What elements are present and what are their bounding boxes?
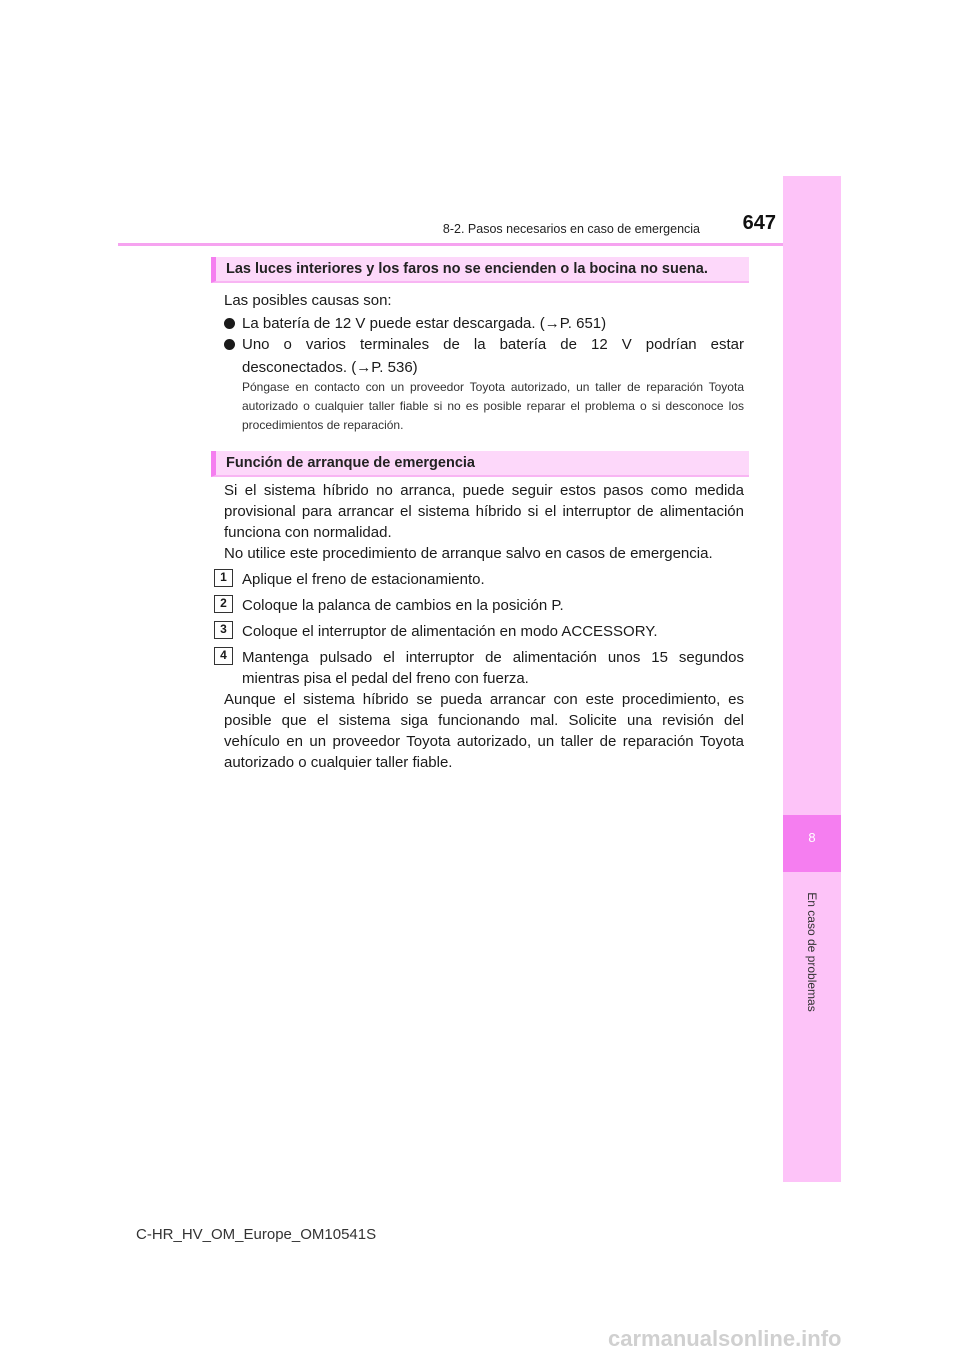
header-section-title: 8-2. Pasos necesarios en caso de emergencia [442,222,700,236]
step-number-badge: 4 [214,647,233,665]
side-tab-bar [783,176,841,1182]
emergency-warning: No utilice este procedimiento de arranque salvo en casos de emergencia. [224,545,713,562]
step-item [214,569,744,590]
page-number: 647 [742,212,776,234]
document-code: C-HR_HV_OM_Europe_OM10541S [136,1226,377,1243]
step-item [214,621,744,642]
step-number-badge: 3 [214,621,233,639]
bullet-icon [224,339,235,350]
closing-paragraph: Aunque el sistema híbrido se pueda arrancar con este procedimiento, es posible que el sistema siga funcionando mal. Solicite una revisión del vehículo en un proveedor Toyota autorizado, un taller de reparación Toyota autorizado o cualquier taller fiable. [224,691,744,771]
list-item [224,312,744,335]
section-heading-lights [211,257,749,283]
list-item [224,333,744,379]
chapter-title: En caso de problemas [805,892,819,1012]
step-text: Coloque el interruptor de alimentación en modo ACCESSORY. [242,623,658,640]
header-divider [118,243,841,246]
bullet-icon [224,318,235,329]
step-text: Mantenga pulsado el interruptor de alimentación unos 15 segundos mientras pisa el pedal del freno con fuerza. [242,649,744,687]
list-item-text: La batería de 12 V puede estar descargada. (→P. 651) [242,315,607,332]
step-text: Aplique el freno de estacionamiento. [242,571,485,588]
repair-note: Póngase en contacto con un proveedor Toyota autorizado, un taller de reparación Toyota autorizado o cualquier taller fiable si no es posible reparar el problema o si desconoce los procedimientos de reparación. [242,380,744,432]
emergency-start-intro: Si el sistema híbrido no arranca, puede seguir estos pasos como medida provisional para arrancar el sistema híbrido si el interruptor de alimentación funciona con normalidad. [224,482,744,541]
section-heading-emergency-start-text: Función de arranque de emergencia [226,455,475,471]
watermark: carmanualsonline.info [608,1326,842,1351]
step-number-badge: 2 [214,595,233,613]
list-item-text: Uno o varios terminales de la batería de 12 V podrían estar desconectados. (→P. 536) [242,336,744,376]
section-heading-emergency-start [211,451,749,477]
causes-intro: Las posibles causas son: [224,292,392,309]
step-item [214,647,744,689]
step-text: Coloque la palanca de cambios en la posición P. [242,597,564,614]
chapter-number: 8 [808,830,816,845]
section-heading-lights-text: Las luces interiores y los faros no se encienden o la bocina no suena. [226,261,708,277]
step-item [214,595,744,616]
step-number-badge: 1 [214,569,233,587]
